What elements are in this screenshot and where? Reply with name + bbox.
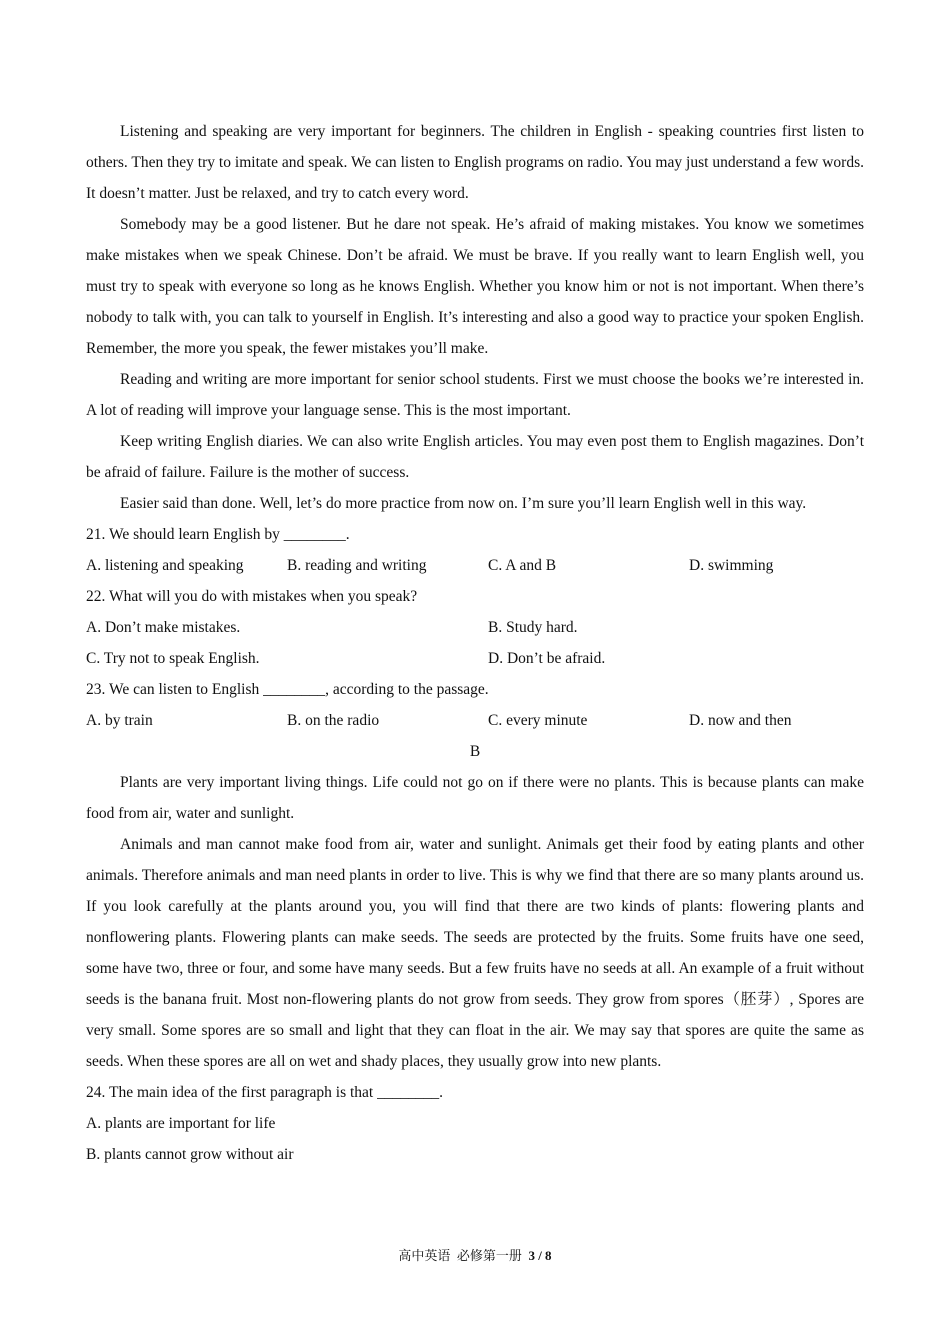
paragraph: Somebody may be a good listener. But he dare not speak. He’s afraid of making mistakes. You know we sometimes make mistakes when we speak Chinese. Don’t be afraid. We must be brave. If you really want to learn English well, you must try to speak with everyone so long as he knows English. Whether you know him or not is not important. When there’s nobody to talk with, you can talk to yourself in English. It’s interesting and also a good way to practice your spoken English. Remember, the more you speak, the fewer mistakes you’ll make. <box>86 216 864 357</box>
option-a: A. plants are important for life <box>86 1115 276 1132</box>
question-22-options-row-1 <box>86 612 864 643</box>
question-21-stem: 21. We should learn English by ________. <box>86 526 350 543</box>
section-b-heading: B <box>469 743 481 760</box>
option-a: A. Don’t make mistakes. <box>86 619 241 636</box>
option-c: C. every minute <box>488 712 588 729</box>
option-b: B. on the radio <box>287 712 380 729</box>
question-23-options <box>86 705 864 736</box>
paragraph: Easier said than done. Well, let’s do more practice from now on. I’m sure you’ll learn English well in this way. <box>120 495 807 512</box>
footer-text: 高中英语 必修第一册 <box>398 1248 529 1263</box>
question-22-options-row-2 <box>86 643 864 674</box>
page-footer <box>0 1246 950 1266</box>
option-a: A. listening and speaking <box>86 557 244 574</box>
option-c: C. Try not to speak English. <box>86 650 260 667</box>
option-b: B. Study hard. <box>488 619 578 636</box>
option-c: C. A and B <box>488 557 557 574</box>
option-a: A. by train <box>86 712 153 729</box>
paragraph: Listening and speaking are very important for beginners. The children in English - speaking countries first listen to others. Then they try to imitate and speak. We can listen to English programs on radio. You may just understand a few words. It doesn’t matter. Just be relaxed, and try to catch every word. <box>86 123 864 202</box>
page-number: 3 / 8 <box>528 1248 552 1263</box>
document-body <box>86 116 864 1170</box>
option-d: D. now and then <box>689 712 792 729</box>
question-24-stem: 24. The main idea of the first paragraph is that ________. <box>86 1084 443 1101</box>
question-23-stem: 23. We can listen to English ________, according to the passage. <box>86 681 489 698</box>
option-b: B. reading and writing <box>287 557 427 574</box>
paragraph: Animals and man cannot make food from air, water and sunlight. Animals get their food by eating plants and other animals. Therefore animals and man need plants in order to live. This is why we find that there are so many plants around us. If you look carefully at the plants around you, you will find that there are two kinds of plants: flowering plants and nonflowering plants. Flowering plants can make seeds. The seeds are protected by the fruits. Some fruits have one seed, some have two, three or four, and some have many seeds. But a few fruits have no seeds at all. An example of a fruit without seeds is the banana fruit. Most non-flowering plants do not grow from seeds. They grow from spores（胚芽）, Spores are very small. Some spores are so small and light that they can float in the air. We may say that spores are quite the same as seeds. When these spores are all on wet and shady places, they usually grow into new plants. <box>86 836 864 1070</box>
question-21-options <box>86 550 864 581</box>
option-d: D. Don’t be afraid. <box>488 650 606 667</box>
paragraph: Plants are very important living things. Life could not go on if there were no plants. This is because plants can make food from air, water and sunlight. <box>86 774 864 822</box>
option-b: B. plants cannot grow without air <box>86 1146 294 1163</box>
option-d: D. swimming <box>689 557 774 574</box>
question-22-stem: 22. What will you do with mistakes when you speak? <box>86 588 418 605</box>
paragraph: Reading and writing are more important for senior school students. First we must choose the books we’re interested in. A lot of reading will improve your language sense. This is the most important. <box>86 371 864 419</box>
paragraph: Keep writing English diaries. We can also write English articles. You may even post them to English magazines. Don’t be afraid of failure. Failure is the mother of success. <box>86 433 864 481</box>
